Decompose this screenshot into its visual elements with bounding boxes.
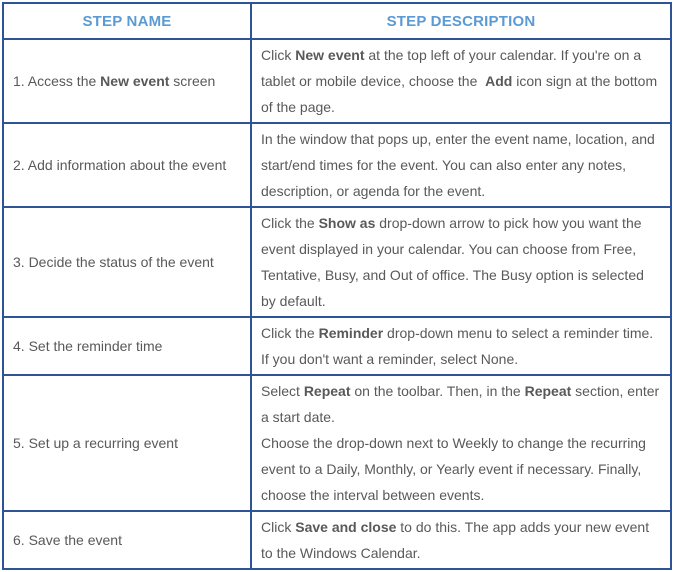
step-name-cell: 3. Decide the status of the event [3, 207, 251, 317]
step-description-cell [251, 511, 671, 569]
column-header-step-name: STEP NAME [3, 3, 251, 39]
step-description-cell [251, 39, 671, 123]
table-row [3, 317, 671, 375]
bold-keyword: Save and close [295, 519, 397, 535]
step-description-cell [251, 375, 671, 511]
bold-keyword: Repeat [524, 383, 572, 399]
table-row [3, 207, 671, 317]
table-row [3, 375, 671, 511]
step-name-cell: 6. Save the event [3, 511, 251, 569]
description-paragraph: Click the Reminder drop-down menu to select a reminder time. If you don't want a reminder, select None. [261, 325, 654, 367]
bold-keyword: Add [485, 73, 513, 89]
description-paragraph: Click the Show as drop-down arrow to pick how you want the event displayed in your calendar. You can choose from Free, Tentative, Busy, and Out of office. The Busy option is selected by default. [261, 215, 644, 309]
table-row [3, 39, 671, 123]
step-name-cell: 4. Set the reminder time [3, 317, 251, 375]
step-description-cell [251, 123, 671, 207]
bold-keyword: New event [295, 47, 365, 63]
table-body [3, 39, 671, 569]
header-row [3, 3, 671, 39]
step-description-cell [251, 317, 671, 375]
step-name-cell: 2. Add information about the event [3, 123, 251, 207]
step-name-cell: 1. Access the New event screen [3, 39, 251, 123]
description-paragraph: Click Save and close to do this. The app adds your new event to the Windows Calendar. [261, 519, 650, 561]
step-name-cell: 5. Set up a recurring event [3, 375, 251, 511]
description-paragraph: In the window that pops up, enter the event name, location, and start/end times for the event. You can also enter any notes, description, or agenda for the event. [261, 131, 655, 199]
description-paragraph: Click New event at the top left of your calendar. If you're on a tablet or mobile device, choose the Add icon sign at the bottom of the page. [261, 47, 658, 115]
description-paragraph: Select Repeat on the toolbar. Then, in the Repeat section, enter a start date. [261, 383, 660, 425]
step-description-cell [251, 207, 671, 317]
bold-keyword: Show as [318, 215, 376, 231]
description-paragraph: Choose the drop-down next to Weekly to change the recurring event to a Daily, Monthly, or Yearly event if necessary. Finally, choose the interval between events. [261, 435, 646, 503]
bold-keyword: Reminder [318, 325, 384, 341]
bold-keyword: New event [100, 73, 170, 89]
table-row [3, 511, 671, 569]
bold-keyword: Repeat [303, 383, 351, 399]
steps-table [2, 2, 672, 570]
column-header-step-description: STEP DESCRIPTION [251, 3, 671, 39]
table-row [3, 123, 671, 207]
